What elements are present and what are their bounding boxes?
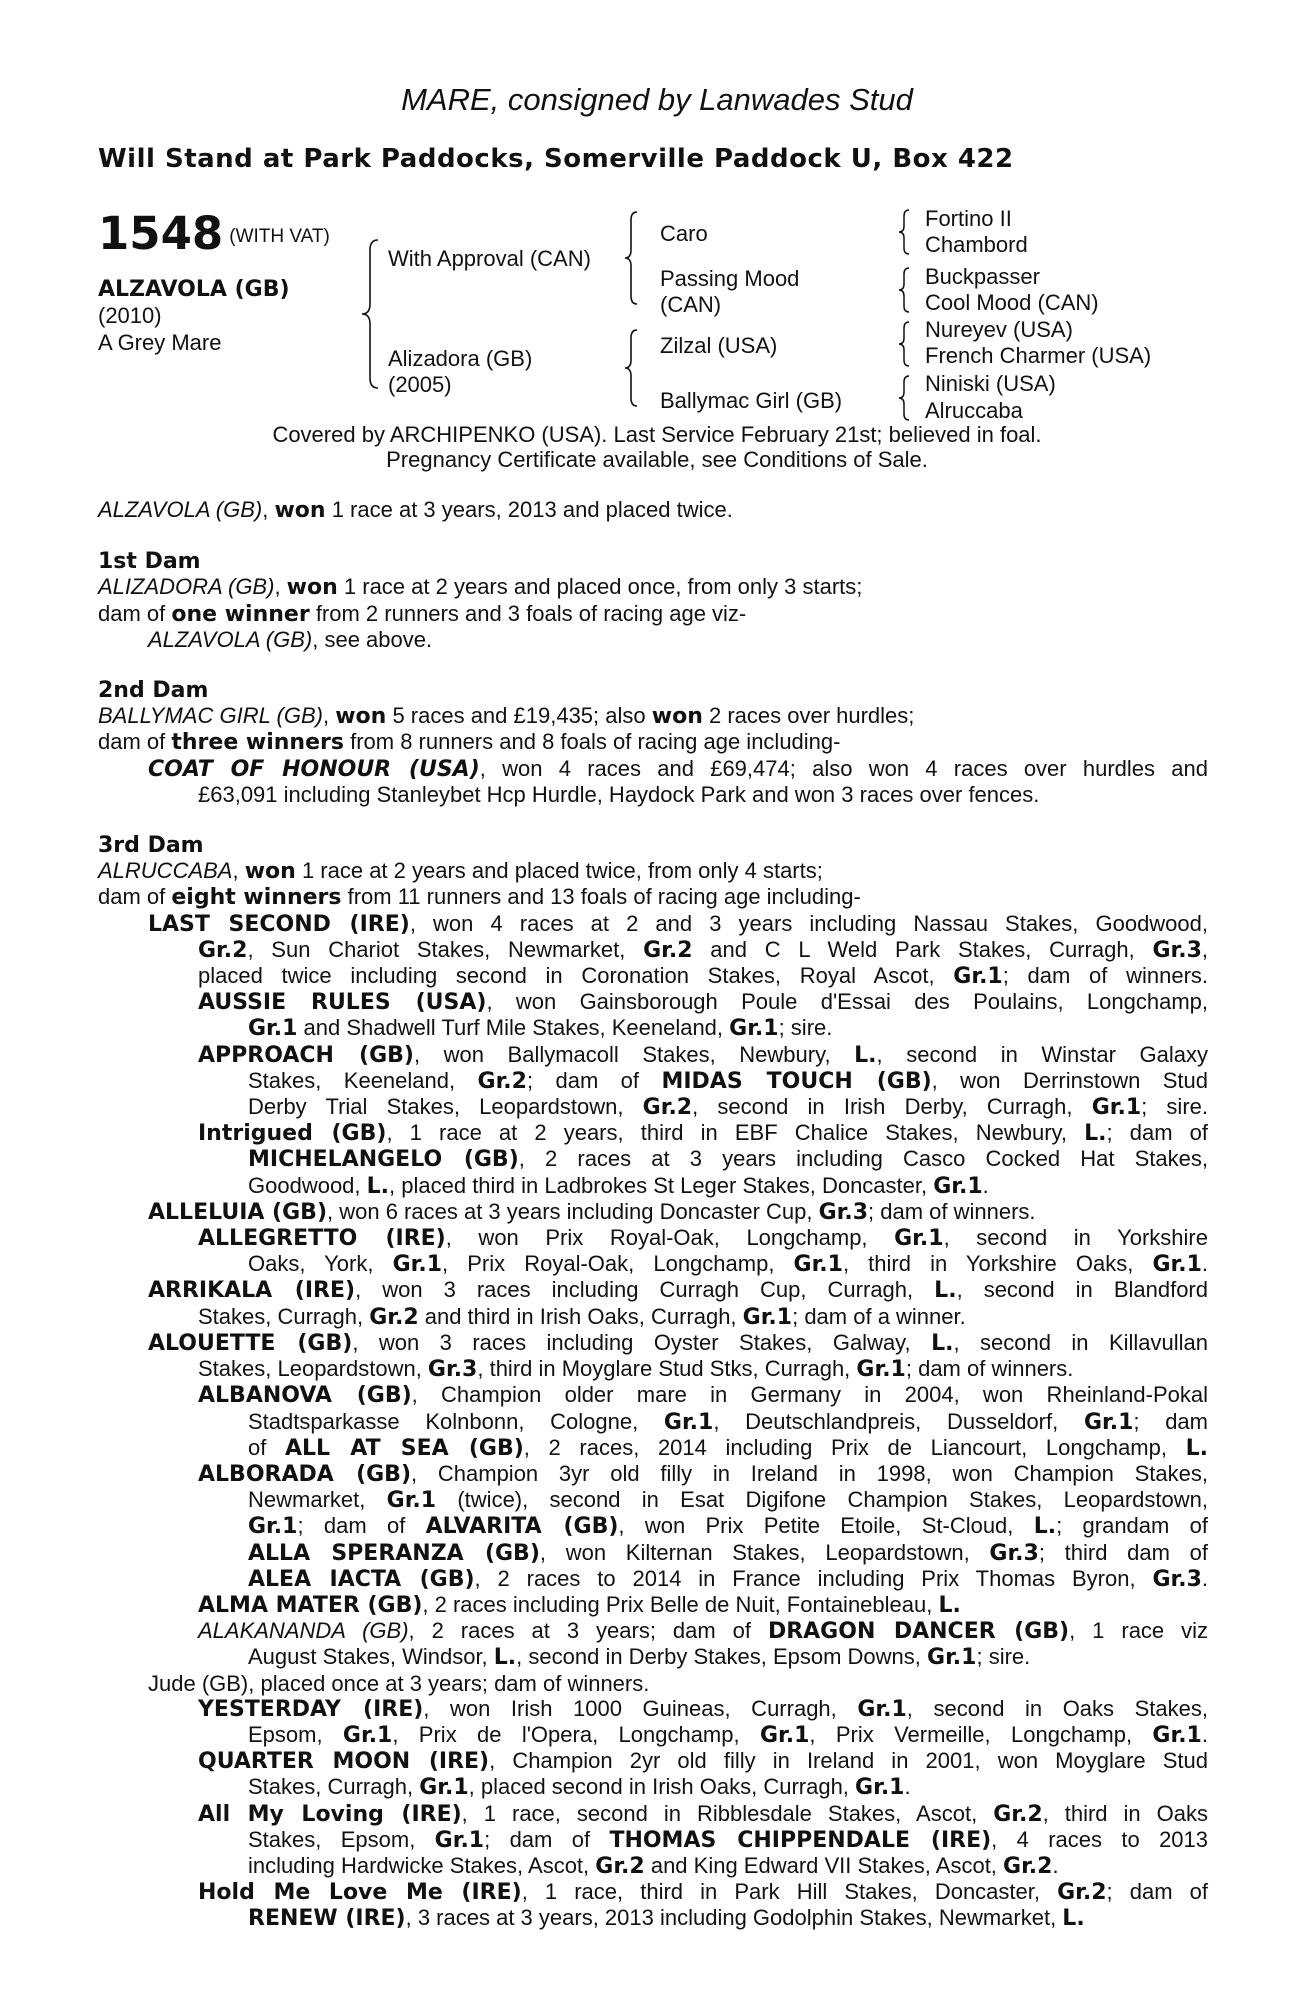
lot-number-value: 1548 — [98, 207, 224, 260]
text-segment: , won Prix Petite Etoile, St-Cloud, — [618, 1513, 1034, 1539]
text-line — [98, 1094, 1208, 1120]
text-emphasis: APPROACH (GB) — [198, 1042, 414, 1068]
text-segment: ; dam of — [1106, 1120, 1209, 1146]
text-segment: ; sire. — [976, 1644, 1031, 1670]
text-segment: Stakes, Curragh, — [198, 1303, 370, 1329]
text-line — [98, 1068, 1208, 1094]
text-line — [98, 1277, 1208, 1303]
dam-heading — [98, 677, 1208, 703]
text-emphasis: ALOUETTE (GB) — [148, 1330, 353, 1356]
text-line — [98, 1461, 1208, 1487]
pedigree-brace-g4 — [897, 374, 913, 422]
text-emphasis: Gr.1 — [927, 1645, 977, 1671]
text-line — [98, 1905, 1208, 1931]
text-segment: , won 3 races including Curragh Cup, Curragh, — [355, 1277, 935, 1303]
text-segment: . — [1052, 1852, 1059, 1878]
text-line — [98, 1644, 1208, 1670]
text-emphasis: eight winners — [171, 885, 342, 911]
text-emphasis: Gr.1 — [855, 1775, 905, 1801]
text-emphasis: Gr.2 — [993, 1801, 1043, 1827]
text-line — [98, 1487, 1208, 1513]
text-emphasis: Gr.3 — [427, 1357, 478, 1383]
text-line — [98, 884, 1208, 910]
text-segment: 5 races and £19,435; also — [386, 703, 652, 729]
pedigree-g3: Buckpasser — [925, 264, 1040, 289]
text-segment: , see above. — [312, 626, 433, 652]
text-segment: , 2 races, 2014 including Prix de Liancourt, Longchamp, — [523, 1434, 1186, 1460]
text-emphasis: Gr.1 — [1083, 1409, 1134, 1435]
horse-year: (2010) — [98, 303, 162, 328]
pedigree-g1: Fortino II — [925, 206, 1012, 231]
text-segment: , 2 races at 3 years; dam of — [408, 1618, 768, 1644]
text-line — [98, 989, 1208, 1015]
text-emphasis: 1st Dam — [98, 549, 201, 575]
paragraph-gap — [98, 807, 1208, 832]
text-segment: Jude (GB), placed once at 3 years; dam of winners. — [148, 1670, 650, 1696]
text-segment: ; dam of — [526, 1067, 662, 1093]
text-emphasis: Gr.1 — [386, 1488, 437, 1514]
text-segment: , second in Irish Derby, Curragh, — [692, 1094, 1092, 1120]
text-segment: from 2 runners and 3 foals of racing age viz- — [309, 600, 747, 626]
text-emphasis: L. — [854, 1042, 877, 1068]
text-emphasis: L. — [1033, 1514, 1057, 1540]
pedigree-dam-year: (2005) — [388, 372, 452, 397]
text-segment: 1 race at 2 years and placed once, from only 3 starts; — [337, 574, 863, 600]
text-segment: , Prix de l'Opera, Longchamp, — [392, 1721, 760, 1747]
text-line — [98, 1356, 1208, 1382]
text-segment: , won Prix Royal-Oak, Longchamp, — [445, 1225, 895, 1251]
text-line — [98, 729, 1208, 755]
text-line — [98, 1566, 1208, 1592]
text-segment: , won 6 races at 3 years including Doncaster Cup, — [327, 1198, 819, 1224]
horse-description: A Grey Mare — [98, 330, 222, 355]
text-segment: from 8 runners and 8 foals of racing age including- — [343, 729, 841, 755]
text-segment: . — [982, 1172, 989, 1198]
text-line — [98, 1173, 1208, 1199]
text-segment: , second in Blandford — [956, 1277, 1208, 1303]
text-segment: . — [1201, 1251, 1208, 1277]
pedigree-g5: Nureyev (USA) — [925, 317, 1073, 342]
text-emphasis: 2nd Dam — [98, 678, 209, 704]
text-emphasis: three winners — [171, 730, 344, 756]
race-record-text — [98, 497, 1208, 1932]
text-segment: , 1 race viz — [1069, 1618, 1209, 1644]
text-segment: , won Kilternan Stakes, Leopardstown, — [539, 1539, 990, 1565]
text-emphasis: Intrigued (GB) — [198, 1121, 387, 1147]
text-segment: . — [904, 1774, 911, 1800]
text-segment: , placed third in Ladbrokes St Leger Stakes, Doncaster, — [389, 1172, 934, 1198]
text-line — [98, 1015, 1208, 1041]
text-segment: , 1 race at 2 years, third in EBF Chalice Stakes, Newbury, — [386, 1120, 1085, 1146]
text-emphasis: Gr.1 — [1152, 1252, 1202, 1278]
text-emphasis: won — [651, 704, 703, 730]
text-emphasis: L. — [366, 1173, 390, 1199]
text-emphasis: DRAGON DANCER (GB) — [767, 1619, 1070, 1645]
text-segment: , 1 race, second in Ribblesdale Stakes, Ascot, — [461, 1800, 994, 1826]
text-segment: Stakes, Epsom, — [248, 1826, 435, 1852]
paragraph-gap — [98, 652, 1208, 677]
text-emphasis: Gr.1 — [248, 1016, 298, 1042]
text-segment: Derby Trial Stakes, Leopardstown, — [248, 1094, 643, 1120]
text-segment: . — [1201, 1565, 1208, 1591]
lot-number — [98, 207, 330, 260]
pedigree-sire-sire: Caro — [660, 221, 708, 246]
text-line — [98, 937, 1208, 963]
text-emphasis: L. — [1062, 1906, 1085, 1932]
text-emphasis: ALLELUIA (GB) — [148, 1199, 327, 1225]
text-emphasis: All My Loving (IRE) — [198, 1801, 462, 1827]
dam-heading — [98, 832, 1208, 858]
catalogue-title: MARE, consigned by Lanwades Stud — [401, 82, 913, 117]
text-segment: Stadtsparkasse Kolnbonn, Cologne, — [248, 1408, 664, 1434]
text-segment: ; dam of — [484, 1826, 610, 1852]
text-emphasis: one winner — [171, 601, 310, 627]
text-emphasis: Gr.1 — [248, 1514, 298, 1540]
text-segment: dam of — [98, 600, 172, 626]
text-segment: 2 races over hurdles; — [702, 703, 915, 729]
text-line — [98, 963, 1208, 989]
text-line — [98, 1801, 1208, 1827]
text-line — [98, 574, 1208, 600]
text-segment: , Deutschlandpreis, Dusseldorf, — [713, 1408, 1084, 1434]
pedigree-brace-sire — [623, 210, 643, 306]
text-line — [98, 1748, 1208, 1774]
text-segment: . — [1201, 1721, 1208, 1747]
text-segment: , Champion older mare in Germany in 2004, won Rheinland-Pokal — [411, 1382, 1208, 1408]
text-segment: , second in Derby Stakes, Epsom Downs, — [516, 1644, 928, 1670]
text-emphasis: Gr.1 — [729, 1016, 779, 1042]
text-emphasis: Gr.1 — [857, 1696, 907, 1722]
text-line — [98, 756, 1208, 782]
text-line — [98, 1382, 1208, 1408]
text-segment: dam of — [98, 884, 172, 910]
text-emphasis: Gr.2 — [642, 1095, 693, 1121]
text-segment: Oaks, York, — [248, 1251, 393, 1277]
text-emphasis: COAT OF HONOUR (USA) — [148, 756, 480, 782]
text-segment: ; dam of — [297, 1513, 426, 1539]
text-segment: and Shadwell Turf Mile Stakes, Keeneland, — [297, 1015, 730, 1041]
text-segment: , — [262, 497, 275, 522]
text-segment: , Champion 2yr old filly in Ireland in 2001, won Moyglare Stud — [489, 1748, 1208, 1774]
pedigree-g6: French Charmer (USA) — [925, 343, 1152, 368]
text-emphasis: LAST SECOND (IRE) — [148, 911, 410, 937]
text-emphasis: BALLYMAC GIRL (GB) — [98, 703, 323, 729]
text-line — [98, 1540, 1208, 1566]
text-line — [98, 1879, 1208, 1905]
text-segment: £63,091 including Stanleybet Hcp Hurdle, Haydock Park and won 3 races over fences. — [198, 781, 1040, 807]
text-emphasis: ALLA SPERANZA (GB) — [248, 1540, 540, 1566]
text-line — [98, 1618, 1208, 1644]
pedigree-dam-sire: Zilzal (USA) — [660, 333, 778, 358]
text-emphasis: won — [286, 575, 338, 601]
text-segment: and third in Irish Oaks, Curragh, — [418, 1303, 743, 1329]
text-segment: ; grandam of — [1056, 1513, 1209, 1539]
pedigree-brace-g2 — [897, 266, 913, 314]
text-segment: and King Edward VII Stakes, Ascot, — [644, 1852, 1004, 1878]
text-line — [98, 1592, 1208, 1618]
covered-by-note: Covered by ARCHIPENKO (USA). Last Service February 21st; believed in foal. — [272, 422, 1042, 447]
text-emphasis: Gr.2 — [369, 1304, 419, 1330]
pedigree-sire-dam: Passing Mood — [660, 266, 800, 291]
text-line — [98, 1513, 1208, 1539]
text-emphasis: L. — [1185, 1435, 1209, 1461]
pedigree-brace-g3 — [897, 320, 913, 368]
text-line — [98, 1042, 1208, 1068]
text-emphasis: Gr.1 — [953, 964, 1003, 990]
text-emphasis: Gr.1 — [342, 1722, 393, 1748]
text-segment: , Prix Vermeille, Longchamp, — [809, 1721, 1153, 1747]
text-emphasis: ALMA MATER (GB) — [198, 1592, 423, 1618]
text-segment: Epsom, — [248, 1721, 343, 1747]
text-emphasis: Gr.1 — [793, 1252, 843, 1278]
text-emphasis: Gr.2 — [643, 937, 693, 963]
text-emphasis: Gr.2 — [198, 937, 248, 963]
text-emphasis: Gr.1 — [419, 1775, 469, 1801]
text-emphasis: Gr.2 — [1003, 1853, 1053, 1879]
text-emphasis: won — [244, 859, 296, 885]
text-segment: , won 3 races including Oyster Stakes, Galway, — [352, 1329, 932, 1355]
text-emphasis: Gr.3 — [1152, 937, 1202, 963]
text-segment: , won Derrinstown Stud — [931, 1067, 1208, 1093]
text-segment: placed twice including second in Coronation Stakes, Royal Ascot, — [198, 963, 954, 989]
text-line — [98, 911, 1208, 937]
text-segment: including Hardwicke Stakes, Ascot, — [248, 1852, 596, 1878]
text-segment: , second in Killavullan — [953, 1329, 1209, 1355]
text-emphasis: L. — [931, 1330, 954, 1356]
text-segment: ; dam of winners. — [905, 1356, 1074, 1382]
text-emphasis: L. — [938, 1592, 961, 1618]
text-emphasis: L. — [493, 1645, 517, 1671]
text-segment: (twice), second in Esat Digifone Champion Stakes, Leopardstown, — [436, 1487, 1208, 1513]
text-segment: , second in Oaks Stakes, — [906, 1695, 1208, 1721]
text-line — [98, 1827, 1208, 1853]
text-line — [98, 703, 1208, 729]
text-emphasis: ALL AT SEA (GB) — [285, 1435, 524, 1461]
text-emphasis: QUARTER MOON (IRE) — [198, 1749, 490, 1775]
text-emphasis: YESTERDAY (IRE) — [198, 1696, 424, 1722]
text-line — [98, 1696, 1208, 1722]
pedigree-sire: With Approval (CAN) — [388, 246, 591, 271]
text-segment: ; dam of winners. — [868, 1198, 1036, 1224]
text-emphasis: won — [335, 704, 387, 730]
text-line — [98, 782, 1208, 807]
text-segment: ; third dam of — [1038, 1539, 1209, 1565]
text-segment: , second in Yorkshire — [943, 1225, 1208, 1251]
text-segment: , 2 races at 3 years including Casco Cocked Hat Stakes, — [518, 1146, 1208, 1172]
vat-label: (WITH VAT) — [229, 226, 330, 247]
text-line — [98, 627, 1208, 652]
text-emphasis: Gr.1 — [434, 1827, 485, 1853]
text-emphasis: Gr.1 — [759, 1722, 810, 1748]
text-line — [98, 1671, 1208, 1696]
text-segment: ; sire. — [1141, 1094, 1208, 1120]
text-segment: , second in Winstar Galaxy — [876, 1041, 1208, 1067]
pregnancy-note: Pregnancy Certificate available, see Conditions of Sale. — [386, 447, 928, 472]
text-emphasis: Gr.2 — [1057, 1880, 1107, 1906]
text-segment: , — [232, 858, 245, 884]
text-emphasis: L. — [934, 1278, 957, 1304]
text-line — [98, 1120, 1208, 1146]
text-emphasis: Gr.2 — [595, 1853, 645, 1879]
text-line — [98, 497, 1208, 523]
text-emphasis: Gr.1 — [392, 1252, 443, 1278]
text-segment: , won 4 races at 2 and 3 years including Nassau Stakes, Goodwood, — [409, 910, 1209, 936]
text-emphasis: MIDAS TOUCH (GB) — [661, 1068, 932, 1094]
text-emphasis: ALRUCCABA — [98, 858, 233, 884]
text-segment: , placed second in Irish Oaks, Curragh, — [468, 1774, 856, 1800]
text-emphasis: Hold Me Love Me (IRE) — [198, 1880, 522, 1906]
text-segment: ; dam of a winner. — [792, 1303, 966, 1329]
text-emphasis: Gr.2 — [477, 1068, 527, 1094]
text-line — [98, 1199, 1208, 1225]
text-segment: Stakes, Leopardstown, — [198, 1356, 428, 1382]
text-segment: , won 4 races and £69,474; also won 4 races over hurdles and — [479, 755, 1208, 781]
text-emphasis: ALIZADORA (GB) — [98, 574, 275, 600]
pedigree-dam-dam: Ballymac Girl (GB) — [660, 388, 843, 413]
text-emphasis: ARRIKALA (IRE) — [148, 1278, 356, 1304]
text-segment: , Prix Royal-Oak, Longchamp, — [442, 1251, 794, 1277]
text-emphasis: Gr.1 — [742, 1304, 793, 1330]
text-emphasis: ALLEGRETTO (IRE) — [198, 1226, 446, 1252]
text-line — [98, 1251, 1208, 1277]
pedigree-sire-dam-country: (CAN) — [660, 292, 722, 317]
text-emphasis: ALBORADA (GB) — [198, 1461, 412, 1487]
text-segment: of — [248, 1434, 285, 1460]
location-subtitle: Will Stand at Park Paddocks, Somerville Paddock U, Box 422 — [98, 144, 1014, 174]
text-line — [98, 1225, 1208, 1251]
text-segment: , — [322, 703, 336, 729]
text-emphasis: Gr.1 — [933, 1173, 983, 1199]
text-emphasis: RENEW (IRE) — [248, 1906, 406, 1932]
text-line — [98, 1304, 1208, 1330]
text-emphasis: Gr.1 — [894, 1226, 944, 1252]
text-emphasis: won — [274, 498, 326, 523]
text-segment: , won Ballymacoll Stakes, Newbury, — [413, 1041, 855, 1067]
text-segment: dam of — [98, 729, 172, 755]
text-segment: Stakes, Curragh, — [248, 1774, 420, 1800]
horse-name: ALZAVOLA (GB) — [98, 277, 290, 302]
text-segment: ; sire. — [778, 1015, 833, 1041]
text-emphasis: ALVARITA (GB) — [425, 1514, 619, 1540]
pedigree-g7: Niniski (USA) — [925, 371, 1056, 396]
text-emphasis: ALEA IACTA (GB) — [248, 1566, 475, 1592]
text-emphasis: Gr.3 — [818, 1199, 869, 1225]
text-line — [98, 1722, 1208, 1748]
text-emphasis: Gr.1 — [1091, 1095, 1142, 1121]
text-line — [98, 1774, 1208, 1800]
text-emphasis: Gr.1 — [856, 1357, 906, 1383]
text-segment: and C L Weld Park Stakes, Curragh, — [692, 936, 1153, 962]
text-line — [98, 1146, 1208, 1172]
text-emphasis: Gr.3 — [989, 1540, 1039, 1566]
paragraph-gap — [98, 523, 1208, 548]
pedigree-dam: Alizadora (GB) — [388, 346, 533, 371]
text-segment: 1 race at 2 years and placed twice, from only 4 starts; — [295, 858, 823, 884]
text-line — [98, 1409, 1208, 1435]
text-emphasis: THOMAS CHIPPENDALE (IRE) — [609, 1827, 992, 1853]
text-emphasis: ALAKANANDA (GB) — [198, 1618, 409, 1644]
pedigree-brace-g1 — [897, 208, 913, 256]
text-segment: , won Irish 1000 Guineas, Curragh, — [423, 1695, 858, 1721]
text-emphasis: AUSSIE RULES (USA) — [198, 990, 487, 1016]
text-segment: , won Gainsborough Poule d'Essai des Poulains, Longchamp, — [486, 989, 1208, 1015]
text-segment: Newmarket, — [248, 1487, 387, 1513]
pedigree-brace-dam — [623, 328, 643, 408]
dam-heading — [98, 548, 1208, 574]
text-segment: ; dam — [1133, 1408, 1208, 1434]
text-emphasis: ALZAVOLA (GB) — [148, 626, 313, 652]
text-line — [98, 858, 1208, 884]
text-segment: , 2 races including Prix Belle de Nuit, Fontainebleau, — [422, 1591, 939, 1617]
text-line — [98, 1853, 1208, 1879]
pedigree-g2: Chambord — [925, 232, 1028, 257]
pedigree-brace-main — [360, 238, 384, 390]
text-segment: Stakes, Keeneland, — [248, 1067, 478, 1093]
text-line — [98, 1330, 1208, 1356]
text-segment: Goodwood, — [248, 1172, 367, 1198]
text-segment: ; dam of winners. — [1002, 963, 1209, 989]
text-segment: , 3 races at 3 years, 2013 including Godolphin Stakes, Newmarket, — [405, 1905, 1063, 1931]
text-segment: , Sun Chariot Stakes, Newmarket, — [247, 936, 644, 962]
text-segment: from 11 runners and 13 foals of racing age including- — [341, 884, 861, 910]
text-segment: , third in Oaks — [1042, 1800, 1208, 1826]
text-segment: 1 race at 3 years, 2013 and placed twice. — [325, 497, 733, 522]
text-segment: August Stakes, Windsor, — [248, 1644, 494, 1670]
text-emphasis: 3rd Dam — [98, 833, 204, 859]
text-emphasis: MICHELANGELO (GB) — [248, 1147, 519, 1173]
text-emphasis: ALBANOVA (GB) — [198, 1383, 412, 1409]
text-segment: , — [274, 574, 287, 600]
text-line — [98, 1435, 1208, 1461]
text-emphasis: Gr.1 — [1152, 1722, 1202, 1748]
text-segment: , 1 race, third in Park Hill Stakes, Doncaster, — [521, 1879, 1058, 1905]
text-segment: , Champion 3yr old filly in Ireland in 1998, won Champion Stakes, — [411, 1460, 1208, 1486]
text-segment: ; dam of — [1106, 1879, 1208, 1905]
text-emphasis: Gr.3 — [1152, 1566, 1202, 1592]
text-emphasis: ALZAVOLA (GB) — [98, 497, 263, 522]
pedigree-g4: Cool Mood (CAN) — [925, 290, 1099, 315]
text-segment: , 4 races to 2013 — [991, 1826, 1209, 1852]
text-emphasis: L. — [1084, 1121, 1107, 1147]
text-segment: , — [1201, 936, 1208, 962]
text-line — [98, 601, 1208, 627]
text-segment: , third in Moyglare Stud Stks, Curragh, — [477, 1356, 857, 1382]
text-emphasis: Gr.1 — [663, 1409, 714, 1435]
pedigree-g8: Alruccaba — [925, 398, 1023, 423]
text-segment: , third in Yorkshire Oaks, — [842, 1251, 1153, 1277]
text-segment: , 2 races to 2014 in France including Prix Thomas Byron, — [474, 1565, 1153, 1591]
